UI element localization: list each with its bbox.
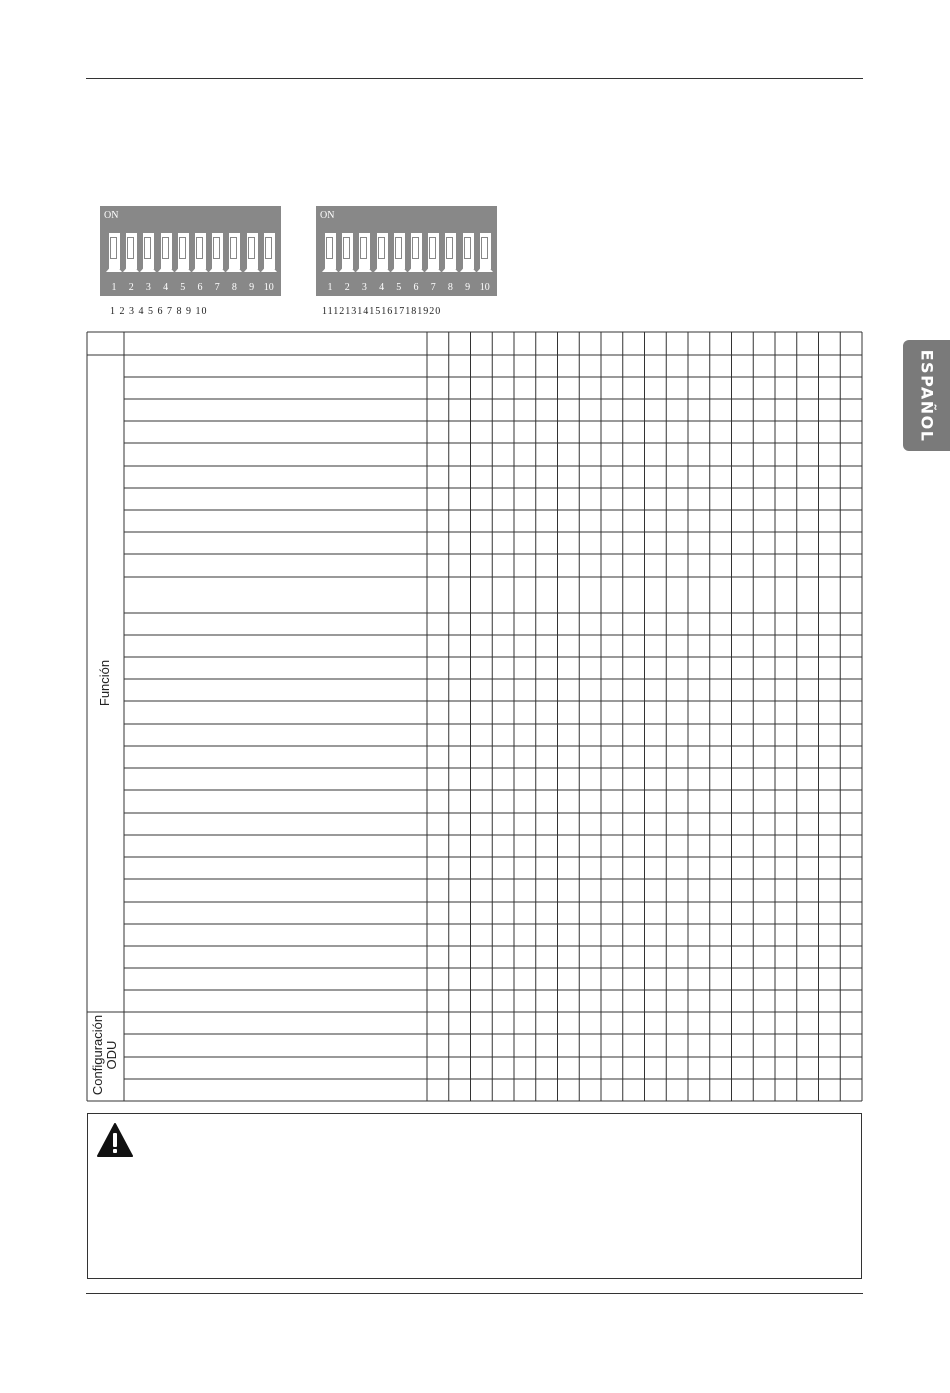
dip-lever-base xyxy=(261,263,277,272)
dip-switch-2 xyxy=(316,206,497,296)
dip-switch-number: 4 xyxy=(163,282,169,293)
group-label-odu-line1: Configuración xyxy=(90,1014,105,1096)
dip-switch-number: 10 xyxy=(263,282,274,293)
dip-switch-number: 1 xyxy=(111,282,117,293)
dip-lever-base xyxy=(158,263,174,272)
dip-switch-number: 4 xyxy=(379,282,385,293)
dip-switch-number: 6 xyxy=(413,282,419,293)
dip-switch-number: 1 xyxy=(327,282,333,293)
dip-switch-number: 3 xyxy=(361,282,367,293)
group-label-odu-line2: ODU xyxy=(104,1040,119,1070)
dip-lever-base xyxy=(226,263,242,272)
dip-switch-number: 3 xyxy=(145,282,151,293)
language-tab-label: ESPAÑOL xyxy=(917,349,936,442)
dip-switch-number: 5 xyxy=(180,282,186,293)
dip-lever-base xyxy=(322,263,338,272)
dip-switch-number: 9 xyxy=(465,282,471,293)
dip-lever-base xyxy=(477,263,493,272)
warning-triangle-icon xyxy=(96,1122,134,1158)
dip-switch-number: 7 xyxy=(214,282,220,293)
warning-box xyxy=(87,1113,862,1279)
dip-lever-base xyxy=(442,263,458,272)
dip-lever-base xyxy=(123,263,139,272)
dip-switch-number: 9 xyxy=(249,282,255,293)
dip-lever-base xyxy=(339,263,355,272)
dip-lever-base xyxy=(356,263,372,272)
dip-lever-base xyxy=(140,263,156,272)
dip-switch-number: 5 xyxy=(396,282,402,293)
dip-switch-1 xyxy=(100,206,281,296)
dip-switch-1-caption: 1 2 3 4 5 6 7 8 9 10 xyxy=(110,306,208,317)
group-label-odu xyxy=(91,1009,119,1101)
dip-lever-base xyxy=(244,263,260,272)
dip-lever-base xyxy=(192,263,208,272)
dip-switch-number: 2 xyxy=(344,282,350,293)
dip-lever-base xyxy=(460,263,476,272)
dip-switch-number: 8 xyxy=(231,282,237,293)
dip-switch-number: 6 xyxy=(197,282,203,293)
footer-rule xyxy=(86,1293,863,1294)
dip-switch-number: 8 xyxy=(447,282,453,293)
dip-lever-base xyxy=(175,263,191,272)
group-label-function: Función xyxy=(97,659,112,707)
header-rule xyxy=(86,78,863,79)
dip-lever-base xyxy=(408,263,424,272)
dip-lever-base xyxy=(106,263,122,272)
language-tab xyxy=(903,340,950,451)
dip-switch-2-caption: 11121314151617181920 xyxy=(322,306,442,317)
dip-lever-base xyxy=(374,263,390,272)
dip-on-label: ON xyxy=(104,210,119,221)
dip-switch-number: 2 xyxy=(128,282,134,293)
dip-switch-number: 10 xyxy=(479,282,490,293)
dip-lever-base xyxy=(391,263,407,272)
dip-lever-base xyxy=(425,263,441,272)
dip-lever-base xyxy=(209,263,225,272)
dip-on-label: ON xyxy=(320,210,335,221)
dip-switch-number: 7 xyxy=(430,282,436,293)
